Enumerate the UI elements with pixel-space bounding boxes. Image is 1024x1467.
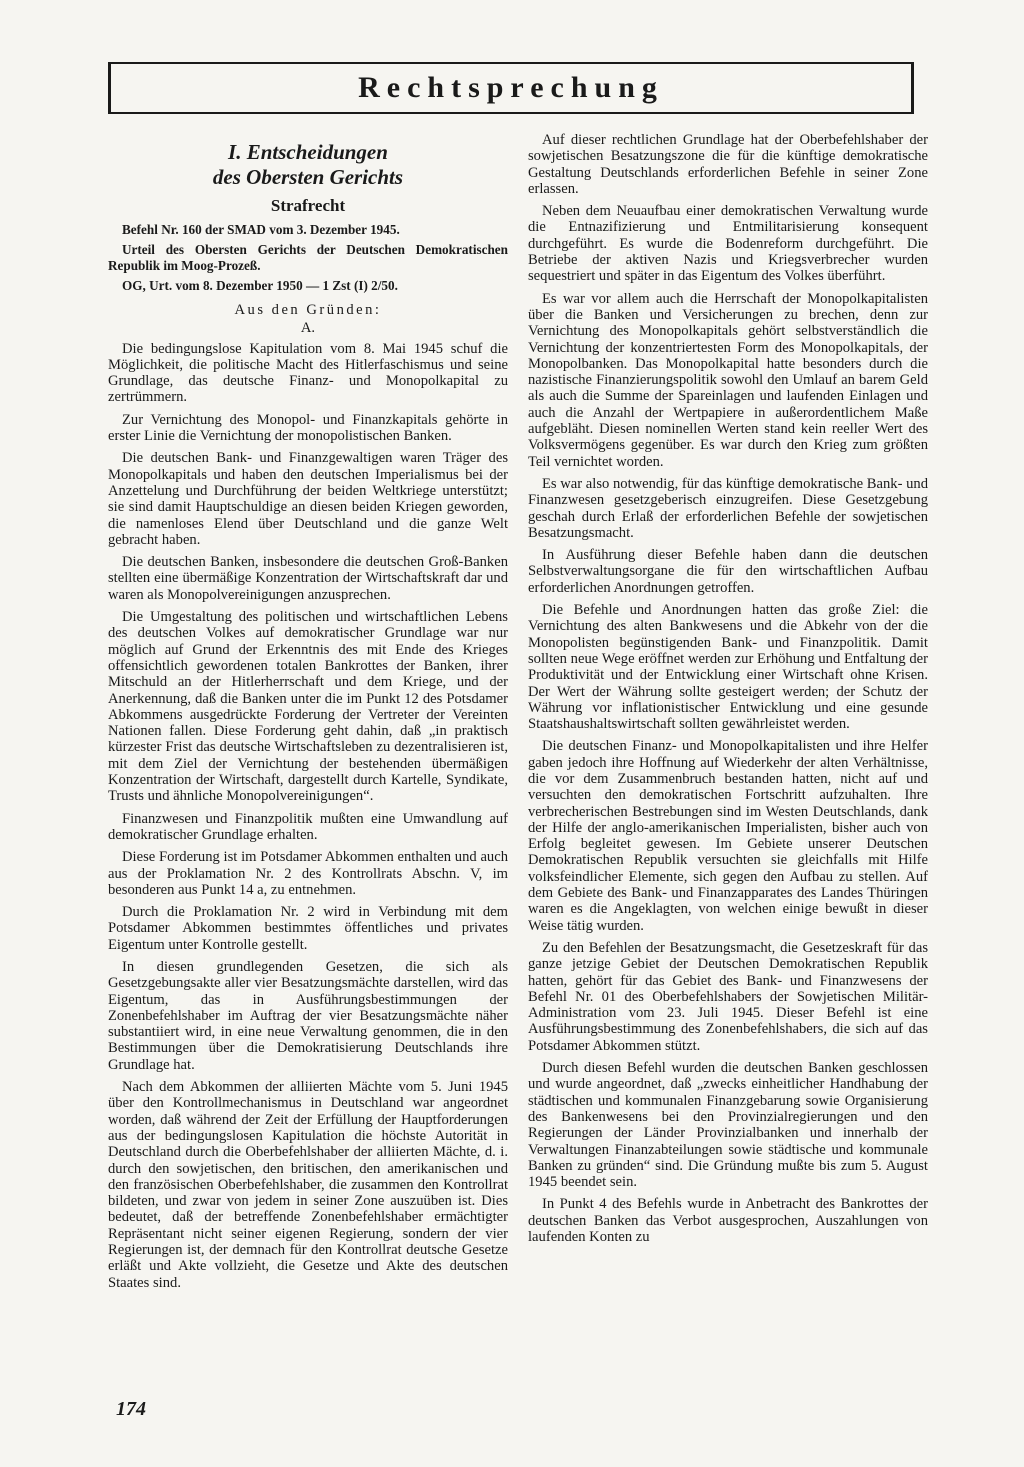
left-paragraph: Die bedingungslose Kapitulation vom 8. Mai 1945 schuf die Möglichkeit, die politische Macht des Hitlerfaschismus und seine Grundlage, das deutsche Finanz- und Monopolkapital zu zertrümmern.	[108, 340, 508, 406]
right-paragraph: Auf dieser rechtlichen Grundlage hat der Oberbefehlshaber der sowjetischen Besatzungszone die für die künftige demokratische Gestaltung Deutschlands erforderlichen Befehle in seiner Zone erlassen.	[528, 132, 928, 197]
ruling-line3: OG, Urt. vom 8. Dezember 1950 — 1 Zst (I) 2/50.	[122, 278, 398, 293]
right-paragraph: Es war vor allem auch die Herrschaft der Monopolkapitalisten über die Banken und Versicherungen zu brechen, denn zur Vernichtung des Monopolkapitals gehört selbstverständlich die Vernichtung der konzentriertesten Form des Monopolkapitals, der Monopolbanken. Das Monopolkapital hatte besonders durch die nazistische Finanzierungspolitik sowohl den Umlauf an barem Geld als auch die Summe der Spareinlagen und laufenden Einlagen und auch die Anzahl der Wertpapiere in außerordentlichem Maße aufgebläht. Diesen nominellen Werten stand kein reeller Wert des Volksvermögens gegenüber. Es war durch den Krieg zum größten Teil vernichtet worden.	[528, 290, 928, 470]
section-subtitle: Strafrecht	[270, 196, 346, 215]
right-paragraph: Durch diesen Befehl wurden die deutschen Banken geschlossen und wurde angeordnet, daß „zwecks einheitlicher Handhabung der städtischen und kommunalen Finanzgebarung sowie Organisierung des Bankenwesens bei den Provinzialregierungen und den Regierungen der Länder Provinzialbanken und innerhalb der Verwaltungen Finanzabteilungen sowie städtische und kommunale Banken zu gründen“ sind. Die Gründung mußte bis zum 5. August 1945 beendet sein.	[528, 1060, 928, 1191]
left-column	[108, 132, 508, 1297]
right-paragraph: Es war also notwendig, für das künftige demokratische Bank- und Finanzwesen gesetzgeberisch einzugreifen. Diese Gesetzgebung geschah durch Erlaß der erforderlichen Befehle der sowjetischen Besatzungsmacht.	[528, 475, 928, 541]
left-paragraph: Durch die Proklamation Nr. 2 wird in Verbindung mit dem Potsdamer Abkommen bestimmtes öffentliches und privates Eigentum unter Kontrolle gestellt.	[108, 904, 508, 953]
right-paragraph: In Punkt 4 des Befehls wurde in Anbetracht des Bankrottes der deutschen Banken das Verbot ausgesprochen, Auszahlungen von laufenden Konten zu	[528, 1196, 928, 1245]
page-number: 174	[116, 1398, 146, 1420]
left-paragraph: Finanzwesen und Finanzpolitik mußten eine Umwandlung auf demokratischer Grundlage erhalten.	[108, 810, 508, 843]
right-paragraph: Zu den Befehlen der Besatzungsmacht, die Gesetzeskraft für das ganze jetzige Gebiet der Deutschen Demokratischen Republik hatten, gehört für das Gebiet des Bank- und Finanzwesens der Befehl Nr. 01 des Oberbefehlshabers der Sowjetischen Militär-Administration vom 23. Juli 1945. Dieser Befehl ist eine Ausführungsbestimmung des Zonenbefehlshabers, die sich auf das Potsdamer Abkommen stützt.	[528, 939, 928, 1054]
left-paragraph: Die deutschen Bank- und Finanzgewaltigen waren Träger des Monopolkapitals und haben den deutschen Imperialismus bei der Anzettelung und Durchführung der beiden Weltkriege unterstützt; sie sind damit Hauptschuldige an diesen beiden Kriegen geworden, die namenloses Elend über Deutschland und die ganze Welt gebracht haben.	[108, 450, 508, 548]
grounds-heading: Aus den Gründen:	[234, 302, 382, 318]
right-paragraph: Die deutschen Finanz- und Monopolkapitalisten und ihre Helfer gaben jedoch ihre Hoffnung auf Wiederkehr der alten Verhältnisse, die vor dem Zusammenbruch bestanden hatten, nicht auf und versuchten den demokratischen Fortschritt aufzuhalten. Ihre verbrecherischen Bestrebungen sind im Westen Deutschlands, dank der Hilfe der anglo-amerikanischen Imperialisten, bisher auch von Erfolg begleitet gewesen. Im Gebiete unserer Deutschen Demokratischen Republik versuchten sie gleichfalls mit Hilfe volksfeindlicher Elemente, sich gegen den Aufbau zu stellen. Auf dem Gebiete des Bank- und Finanzapparates des Landes Thüringen waren es die Angeklagten, von welchen einige bewußt in dieser Weise tätig wurden.	[528, 738, 928, 934]
section-title	[108, 140, 508, 190]
grounds-letter: A.	[300, 320, 316, 337]
header-box	[108, 62, 914, 114]
right-paragraph: In Ausführung dieser Befehle haben dann die deutschen Selbstverwaltungsorgane die für den wirtschaftlichen Aufbau erforderlichen Anordnungen getroffen.	[528, 547, 928, 596]
right-paragraph: Neben dem Neuaufbau einer demokratischen Verwaltung wurde die Entnazifizierung und Entmilitarisierung konsequent durchgeführt. Es wurde die Bodenreform durchgeführt. Die Betriebe der aktiven Nazis und Kriegsverbrecher wurden sequestriert und später in das Eigentum des Volkes überführt.	[528, 203, 928, 285]
left-paragraph: Die Umgestaltung des politischen und wirtschaftlichen Lebens des deutschen Volkes auf demokratischer Grundlage war nur möglich auf Grund der Erkenntnis des mit Ende des Krieges offensichtlich gewordenen totalen Bankrottes der Banken, ihrer Mitschuld an der Hitlerherrschaft und dem Kriege, und der Anerkennung, daß die Banken unter die im Punkt 12 des Potsdamer Abkommens ausgedrückte Forderung der Vertreter der Vereinten Nationen fallen. Diese Forderung geht dahin, daß „in praktisch kürzester Frist das deutsche Wirtschaftsleben zu dezentralisieren ist, mit dem Ziel der Vernichtung der bestehenden übermäßigen Konzentration der Wirtschaft, dargestellt durch Kartelle, Syndikate, Trusts und ähnliche Monopolvereinigungen“.	[108, 609, 508, 805]
right-column	[528, 132, 928, 1251]
ruling-line1: Befehl Nr. 160 der SMAD vom 3. Dezember 1945.	[122, 222, 400, 237]
left-paragraph: In diesen grundlegenden Gesetzen, die sich als Gesetzgebungsakte aller vier Besatzungsmächte darstellen, wird das Eigentum, das in Ausführungsbestimmungen der Zonenbefehlshaber im Auftrag der vier Besatzungsmächte näher substantiiert wird, in eine neue Verwaltung genommen, die in den Bestimmungen über die Demokratisierung Deutschlands ihre Grundlage hat.	[108, 958, 508, 1073]
page-header-title: Rechtsprechung	[358, 71, 664, 104]
left-paragraph: Die deutschen Banken, insbesondere die deutschen Groß-Banken stellten eine übermäßige Konzentration der Wirtschaftskraft dar und waren als Monopolvereinigungen anzusprechen.	[108, 554, 508, 603]
section-title-line1: I. Entscheidungen	[228, 140, 388, 164]
left-paragraph: Nach dem Abkommen der alliierten Mächte vom 5. Juni 1945 über den Kontrollmechanismus in Deutschland war angeordnet worden, daß während der Zeit der Erfüllung der Hauptforderungen aus der bedingungslosen Kapitulation die höchste Autorität in Deutschland durch die Oberbefehlshaber der alliierten Mächte, d. i. durch den sowjetischen, den britischen, den amerikanischen und den französischen Oberbefehlshaber, die zusammen den Kontrollrat bildeten, und zwar von jedem in seiner Zone auszuüben ist. Dies bedeutet, daß der betreffende Zonenbefehlshaber ermächtigter Repräsentant nicht seiner eigenen Regierung, sondern der vier Regierungen ist, der demnach für den Kontrollrat deutsche Gesetze erläßt und Akte vollzieht, die Gesetze und Akte des deutschen Staates sind.	[108, 1079, 508, 1291]
ruling-line2: Urteil des Obersten Gerichts der Deutschen Demokratischen Republik im Moog-Prozeß.	[108, 242, 508, 273]
left-paragraph: Zur Vernichtung des Monopol- und Finanzkapitals gehörte in erster Linie die Vernichtung der monopolistischen Banken.	[108, 411, 508, 445]
right-paragraph: Die Befehle und Anordnungen hatten das große Ziel: die Vernichtung des alten Bankwesens und die Abkehr von der die Monopolisten begünstigenden Bank- und Finanzpolitik. Damit sollten neue Wege eröffnet werden zur Erhöhung und Entfaltung der Produktivität und der Entwicklung einer Wirtschaft ohne Krisen. Der Wert der Währung sollte gesteigert werden; der Schutz der Währung vor inflationistischer Entwicklung und eine gesunde Staatshaushaltswirtschaft sollten gewährleistet werden.	[528, 602, 928, 733]
left-paragraph: Diese Forderung ist im Potsdamer Abkommen enthalten und auch aus der Proklamation Nr. 2 des Kontrollrats Abschn. V, im besonderen aus Punkt 14 a, zu entnehmen.	[108, 849, 508, 898]
section-title-line2: des Obersten Gerichts	[212, 165, 404, 189]
